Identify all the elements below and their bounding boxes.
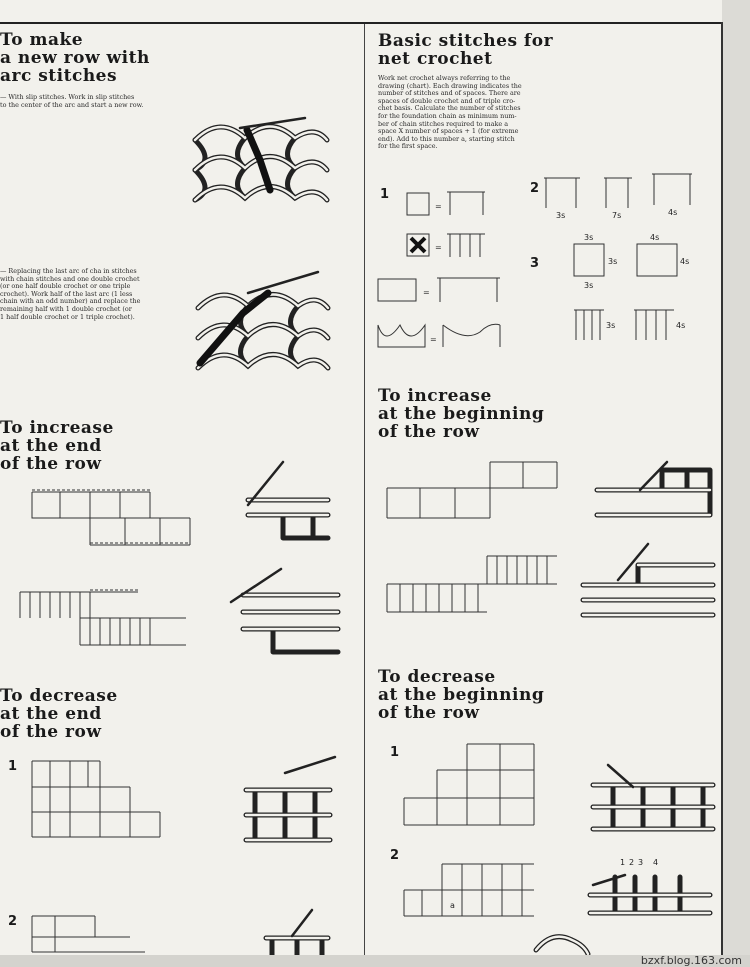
basic-step-3: 3 — [530, 256, 540, 271]
svg-text:3s: 3s — [608, 257, 618, 266]
crochet-hook-icon — [285, 757, 335, 773]
increase-beginning-illustration-1 — [592, 460, 717, 525]
equals-sign: = — [430, 335, 437, 344]
net-slip-stitch-illustration — [185, 110, 335, 215]
decrease-end-illustration-1 — [240, 755, 340, 845]
decrease-end-chart-1 — [30, 757, 165, 842]
svg-text:4s: 4s — [650, 233, 660, 242]
arc-slip-stitch-text: — With slip stitches. Work in slip stitches to the center of the arc and start a new row. — [0, 93, 144, 109]
decrease-end-step-2: 2 — [8, 914, 18, 929]
decrease-beginning-chart-2 — [402, 860, 537, 920]
increase-beginning-chart-2 — [385, 552, 563, 617]
yarn-mesh — [195, 127, 327, 201]
right-rule — [721, 22, 723, 962]
decrease-end-step-1: 1 — [8, 759, 18, 774]
svg-text:4s: 4s — [680, 257, 690, 266]
increase-end-title: To increase at the end of the row — [0, 418, 114, 474]
decrease-beginning-step-2: 2 — [390, 848, 400, 863]
decrease-beginning-title: To decrease at the beginning of the row — [378, 667, 545, 723]
stitch-count-1: 1 — [620, 858, 626, 867]
basic-space-charts — [542, 170, 717, 355]
increase-end-illustration-1 — [228, 460, 338, 540]
stitch-count-3: 3 — [638, 858, 644, 867]
basic-symbol-equivalences — [375, 182, 525, 352]
equals-sign: = — [435, 243, 442, 252]
bottom-strip — [0, 955, 750, 967]
svg-text:7s: 7s — [612, 211, 622, 220]
yarn-mesh — [198, 293, 328, 368]
equals-sign: = — [423, 288, 430, 297]
crochet-hook-icon — [593, 875, 625, 885]
chart-letter-a: a — [450, 901, 455, 910]
top-rule — [0, 22, 742, 24]
symbol-row-open-space — [407, 192, 485, 215]
basic-stitches-text: Work net crochet always referring to the drawing (chart). Each drawing indicates the number of stitches and of spaces. There are spaces of double crochet and of triple cro- chet basis. Calculate the number of stitches for the foundation chain as minimum num- ber of chain stitches required to make a space X number of spaces + 1 (for extreme end). Add to this number a, starting stitch for the first space. — [378, 74, 522, 151]
stitch-count-4: 4 — [653, 858, 659, 867]
watermark: bzxf.blog.163.com — [640, 954, 742, 967]
arc-section-title: To make a new row with arc stitches — [0, 30, 150, 86]
increase-end-illustration-2 — [213, 567, 343, 655]
crochet-hook-icon — [618, 544, 648, 580]
equals-sign: = — [435, 202, 442, 211]
basic-step-2: 2 — [530, 181, 540, 196]
increase-beginning-chart-1 — [385, 458, 563, 523]
svg-text:4s: 4s — [668, 208, 678, 217]
svg-text:3s: 3s — [556, 211, 566, 220]
increase-end-chart-2 — [18, 588, 190, 650]
increase-beginning-illustration-2 — [578, 540, 718, 620]
decrease-end-title: To decrease at the end of the row — [0, 686, 118, 742]
svg-text:4s: 4s — [676, 321, 686, 330]
crochet-hook-icon — [292, 910, 312, 936]
symbol-row-filled-space — [407, 234, 485, 257]
page-edge — [722, 0, 750, 967]
svg-text:3s: 3s — [584, 233, 594, 242]
column-divider — [364, 24, 365, 964]
basic-step-1: 1 — [380, 187, 390, 202]
symbol-row-long-space — [378, 278, 500, 302]
svg-text:3s: 3s — [606, 321, 616, 330]
increase-beginning-title: To increase at the beginning of the row — [378, 386, 545, 442]
space-chart-2 — [544, 174, 692, 220]
net-replace-arc-illustration — [188, 268, 336, 380]
crochet-hook-icon — [248, 272, 318, 293]
decrease-beginning-illustration-2 — [585, 855, 717, 920]
increase-end-chart-1 — [30, 488, 195, 550]
arc-replace-text: — Replacing the last arc of cha in stitches with chain stitches and one double crochet (or one half double crochet or one triple crochet). Work half of the last arc (1 less chain with an odd number) and replace the remaining half with 1 double crochet (or 1 half double crochet or 1 triple crochet). — [0, 267, 141, 321]
symbol-row-arc-space — [378, 324, 500, 347]
cropped-illustration-bottom — [532, 930, 592, 955]
decrease-beginning-illustration-1 — [588, 755, 718, 833]
space-chart-3 — [574, 233, 689, 340]
decrease-beginning-step-1: 1 — [390, 745, 400, 760]
decrease-end-chart-2 — [30, 912, 150, 955]
svg-text:3s: 3s — [584, 281, 594, 290]
decrease-end-illustration-2 — [262, 908, 332, 955]
stitch-count-2: 2 — [629, 858, 635, 867]
basic-stitches-title: Basic stitches for net crochet — [378, 31, 554, 69]
decrease-beginning-chart-1 — [402, 740, 537, 828]
